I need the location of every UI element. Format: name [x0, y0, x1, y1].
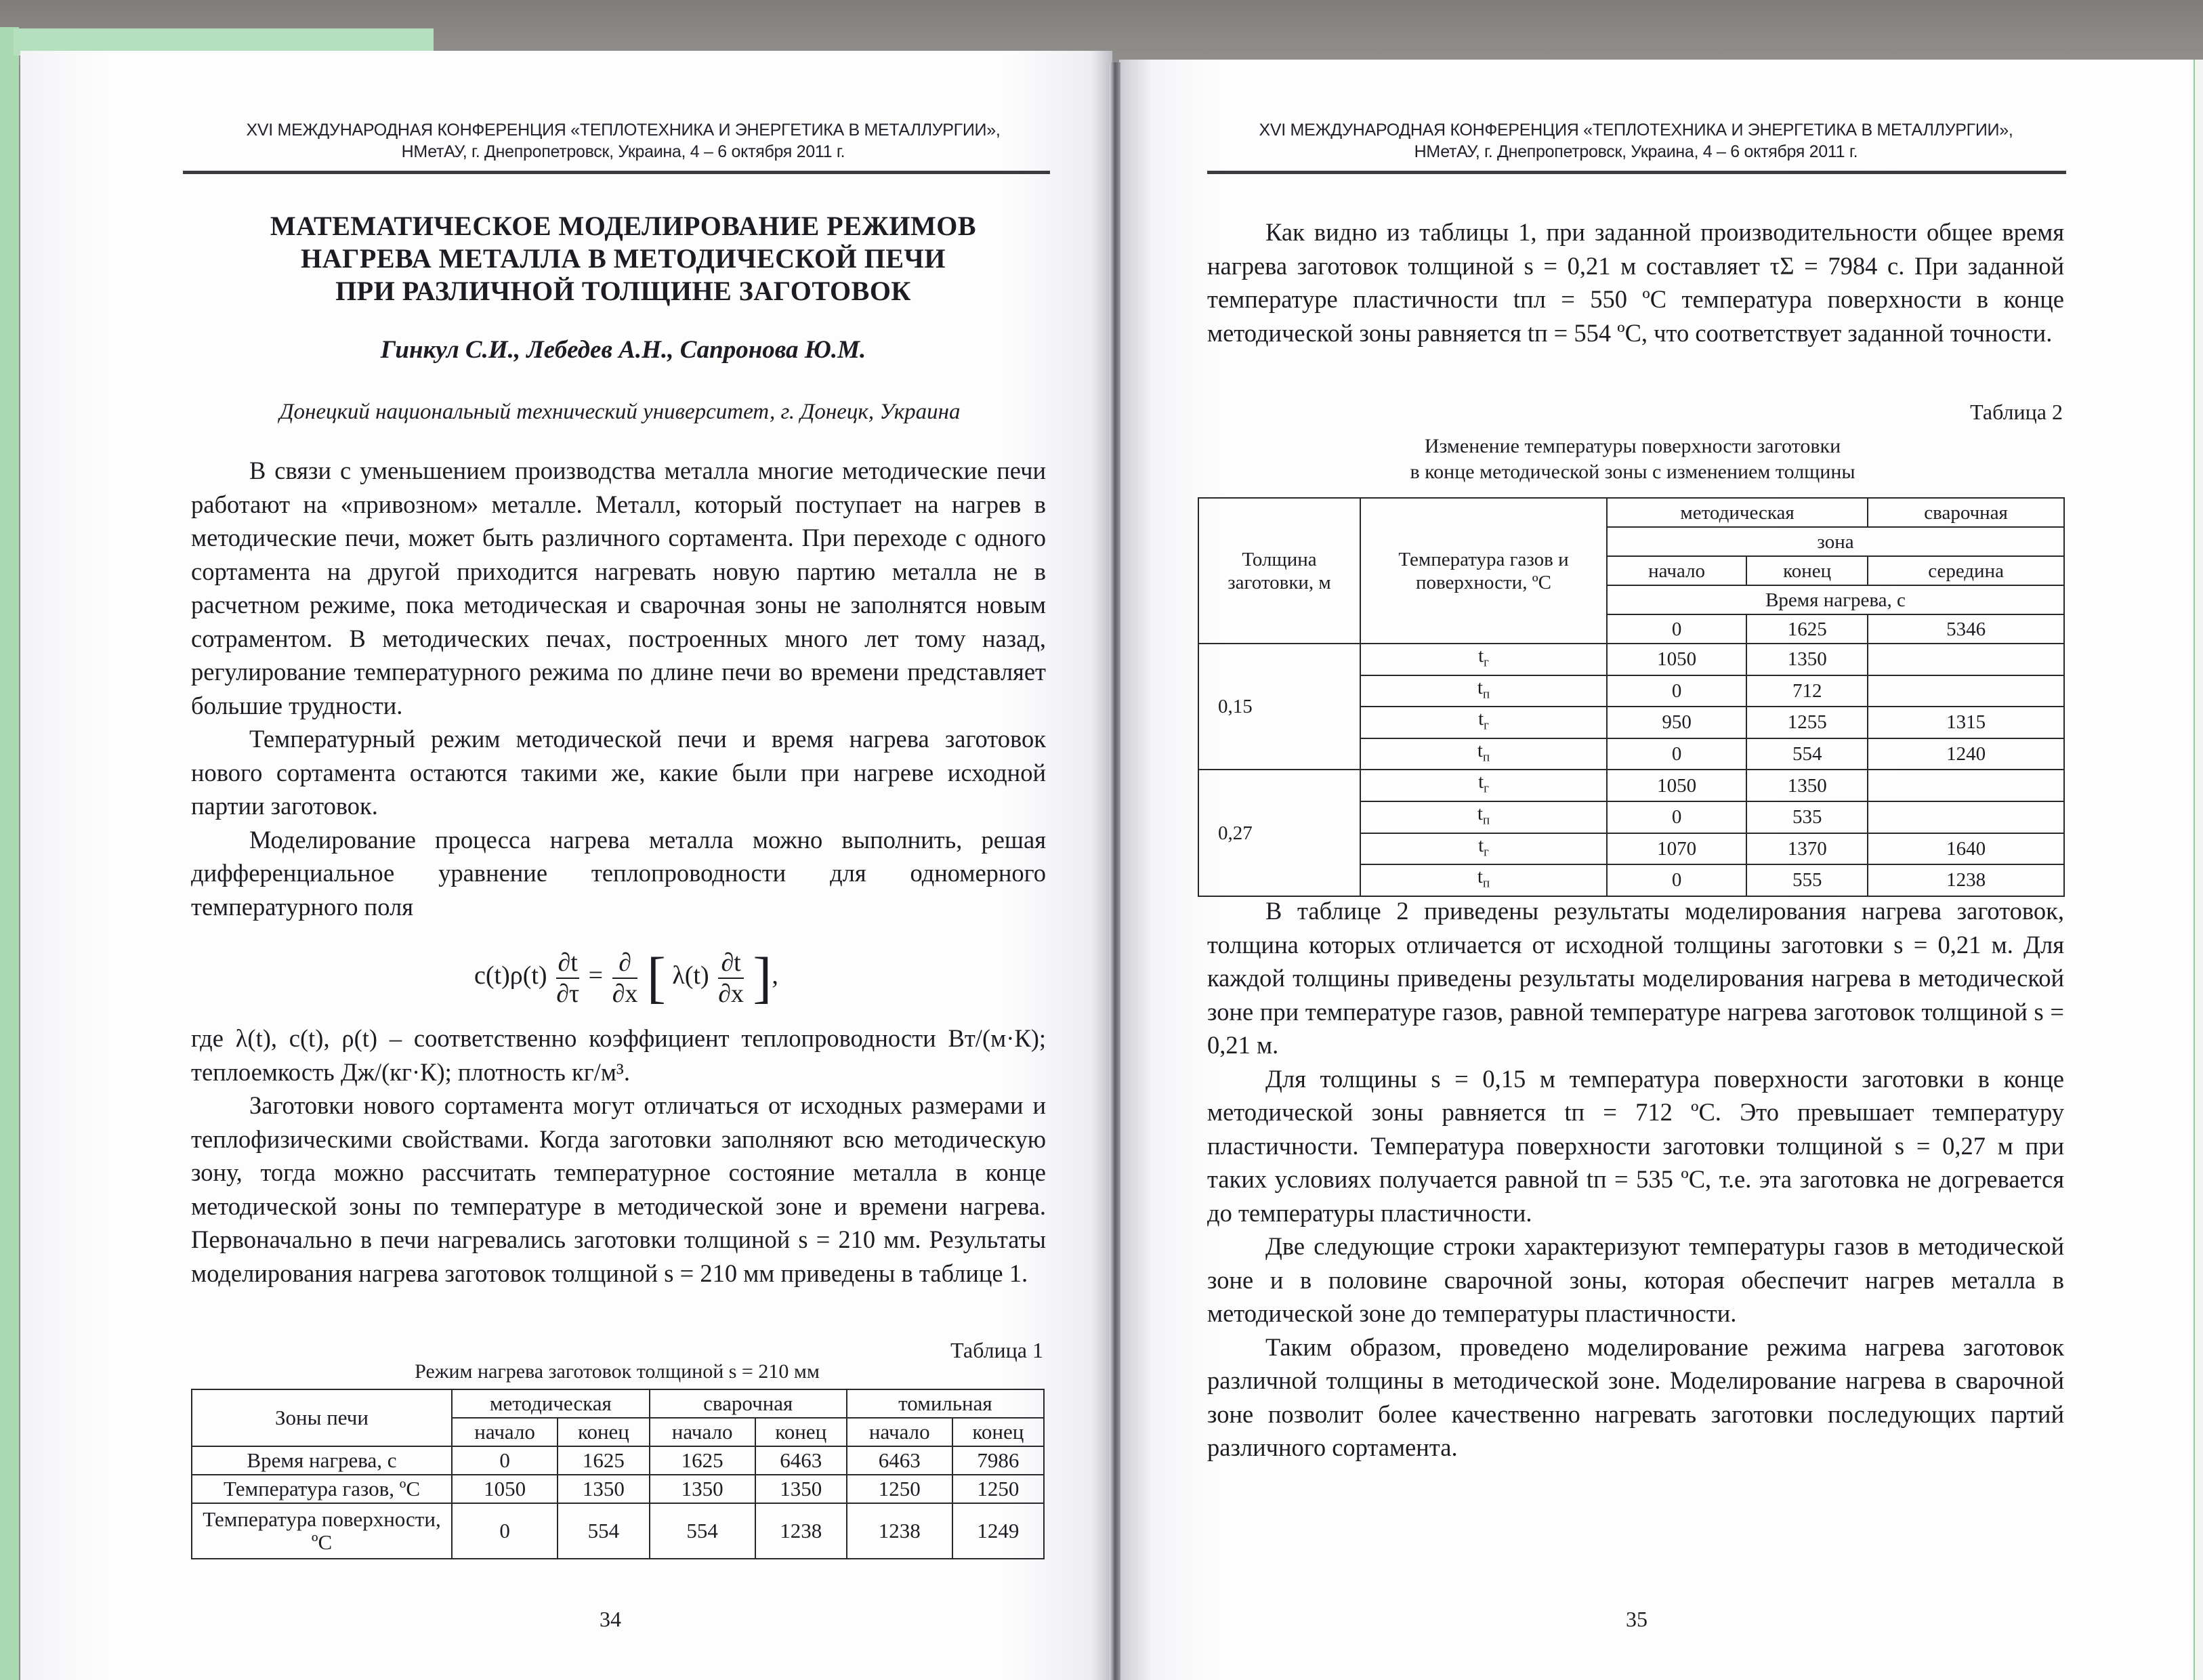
table-cell: 1238: [847, 1503, 952, 1559]
paragraph: Как видно из таблицы 1, при заданной производительности общее время нагрева заготовок толщиной s = 0,21 м составляет τΣ = 7984 с. При заданной температуре пластичности tпл = 550 ºС температура поверхности в конце методической зоны равняется tп = 554 ºС, что соответствует заданной точности.: [1207, 218, 2064, 347]
zone-header: сварочная: [1868, 498, 2064, 527]
symbol-cell: $t_п$: [1360, 801, 1607, 833]
table-cell: 1249: [952, 1503, 1044, 1559]
table-cell: 555: [1746, 864, 1868, 896]
table-cell: 554: [558, 1503, 649, 1559]
symbol-cell: $t_г$: [1360, 770, 1607, 801]
title-line-2: НАГРЕВА МЕТАЛЛА В МЕТОДИЧЕСКОЙ ПЕЧИ: [300, 243, 946, 274]
temperature-header: Температура газов и поверхности, ºС: [1360, 498, 1607, 644]
right-running-header: [1213, 119, 2059, 163]
header-line-2: НМетАУ, г. Днепропетровск, Украина, 4 – 6 октября 2011 г.: [401, 142, 845, 161]
left-body-after-formula: [191, 1022, 1046, 1290]
title-line-3: ПРИ РАЗЛИЧНОЙ ТОЛЩИНЕ ЗАГОТОВОК: [335, 276, 911, 306]
table-cell: 1250: [952, 1475, 1044, 1503]
table-cell: 1050: [452, 1475, 558, 1503]
table-cell: 1315: [1868, 707, 2064, 738]
left-body-intro: [191, 454, 1046, 923]
article-title: [203, 210, 1043, 308]
table-header-row: [192, 1389, 1044, 1418]
table-cell: 1350: [1746, 770, 1868, 801]
table-cell: 1350: [1746, 644, 1868, 675]
affiliation: Донецкий национальный технический университет, г. Донецк, Украина: [279, 400, 961, 424]
subheader-cell: конец: [755, 1418, 847, 1446]
table-cell: 7986: [952, 1446, 1044, 1475]
table-header-row: [1198, 498, 2064, 527]
header-rule: [183, 171, 1050, 174]
paragraph: Две следующие строки характеризуют температуры газов в методической зоне и в половине сварочной зоны, которая обеспечит нагрев металла в методической зоне до температуры пластичности.: [1207, 1232, 2064, 1327]
table-row: [1198, 644, 2064, 675]
header-line-1: XVI МЕЖДУНАРОДНАЯ КОНФЕРЕНЦИЯ «ТЕПЛОТЕХНИКА И ЭНЕРГЕТИКА В МЕТАЛЛУРГИИ»,: [1259, 121, 2013, 140]
table-cell: [1868, 770, 2064, 801]
right-body-intro: [1207, 215, 2064, 350]
thickness-header: Толщина заготовки, м: [1198, 498, 1360, 644]
header-rule: [1207, 171, 2066, 174]
zone-header: методическая: [1607, 498, 1868, 527]
page-number-left: 34: [600, 1607, 621, 1631]
paragraph: В таблице 2 приведены результаты моделирования нагрева заготовок, толщина которых отличается от исходной толщины заготовки s = 0,21 м. Для каждой толщины приведены результаты моделирования нагрева в методической зоне при температуре газов, равной температуре нагрева заготовок толщиной s = 0,21 м.: [1207, 897, 2064, 1059]
table-cell: 1625: [558, 1446, 649, 1475]
zone-word: зона: [1607, 527, 2064, 556]
table2-label: Таблица 2: [1970, 400, 2063, 424]
table-cell: 1050: [1607, 770, 1746, 801]
bracket-open: [: [646, 946, 666, 1009]
table-cell: 1350: [755, 1475, 847, 1503]
table-row: [192, 1503, 1044, 1559]
table-cell: 1050: [1607, 644, 1746, 675]
title-line-1: МАТЕМАТИЧЕСКОЕ МОДЕЛИРОВАНИЕ РЕЖИМОВ: [270, 211, 977, 241]
zone-header: томильная: [847, 1389, 1044, 1418]
table-2: [1198, 497, 2065, 897]
background-edge: [0, 27, 19, 1680]
fraction: $\frac{\partial t}{\partial\tau}$: [556, 948, 580, 1008]
right-body-main: [1207, 894, 2064, 1465]
symbol-cell: $t_п$: [1360, 675, 1607, 707]
book-spine: [1110, 62, 1120, 1680]
table-cell: 1640: [1868, 833, 2064, 865]
table-cell: 0: [1607, 738, 1746, 770]
formula-lhs: c(t)ρ(t): [474, 961, 547, 990]
subheader-cell: начало: [650, 1418, 755, 1446]
where-text: где λ(t), c(t), ρ(t) – соответственно коэффициент теплопроводности Вт/(м·К); теплоемкость Дж/(кг·К); плотность кг/м³.: [191, 1024, 1046, 1086]
symbol-cell: $t_г$: [1360, 644, 1607, 675]
table-1: [191, 1389, 1045, 1559]
table-cell: 0: [1607, 675, 1746, 707]
table-cell: 0: [1607, 864, 1746, 896]
table1-caption: Режим нагрева заготовок толщиной s = 210 мм: [415, 1360, 820, 1383]
row-label: Время нагрева, с: [192, 1446, 452, 1475]
table-cell: 1255: [1746, 707, 1868, 738]
row-label: Температура поверхности, ºС: [192, 1503, 452, 1559]
bracket-close: ]: [753, 946, 772, 1009]
page-edge: [2194, 60, 2203, 1680]
left-running-header: [196, 119, 1050, 163]
subheader-cell: начало: [452, 1418, 558, 1446]
time-label: Время нагрева, с: [1607, 585, 2064, 614]
fraction: $\frac{\partial}{\partial x}$: [612, 948, 638, 1008]
paragraph: Заготовки нового сортамента могут отличаться от исходных размерами и теплофизическими свойствами. Когда заготовки заполняют всю методическую зону, тогда можно рассчитать температурное состояние металла в конце методической зоны по температуре в методической зоне и времени нагрева. Первоначально в печи нагревались заготовки толщиной s = 210 мм. Результаты моделирования нагрева заготовок толщиной s = 210 мм приведены в таблице 1.: [191, 1091, 1046, 1287]
subheader-cell: конец: [952, 1418, 1044, 1446]
table-cell: 554: [1746, 738, 1868, 770]
equals-sign: =: [588, 961, 604, 990]
paragraph: Температурный режим методической печи и время нагрева заготовок нового сортамента остаются такими же, какие были при нагреве исходной партии заготовок.: [191, 725, 1046, 820]
table-cell: 712: [1746, 675, 1868, 707]
table1-label: Таблица 1: [950, 1338, 1043, 1362]
symbol-cell: $t_г$: [1360, 833, 1607, 865]
header-line-1: XVI МЕЖДУНАРОДНАЯ КОНФЕРЕНЦИЯ «ТЕПЛОТЕХНИКА И ЭНЕРГЕТИКА В МЕТАЛЛУРГИИ»,: [246, 121, 1001, 140]
table-cell: 0: [1607, 614, 1746, 644]
table-cell: 1625: [650, 1446, 755, 1475]
table-cell: 554: [650, 1503, 755, 1559]
paragraph: Для толщины s = 0,15 м температура поверхности заготовки в конце методической зоны равняется tп = 712 ºС. Это превышает температуру пластичности. Температура поверхности заготовки толщиной s = 0,27 м при таких условиях получается равной tп = 535 ºС, т.е. эта заготовка не догревается до температуры пластичности.: [1207, 1064, 2064, 1227]
symbol-cell: $t_г$: [1360, 707, 1607, 738]
table-cell: 1625: [1746, 614, 1868, 644]
table-cell: 6463: [755, 1446, 847, 1475]
table-cell: 0: [1607, 801, 1746, 833]
subheader-cell: начало: [847, 1418, 952, 1446]
table-cell: [1868, 801, 2064, 833]
heat-equation: c(t)ρ(t) $\frac{\partial t}{\partial\tau}$ = $\frac{\partial}{\partial x}$ [ λ(t) $\frac{\partial t}{\partial x}$ ],: [474, 946, 778, 1009]
zone-header: сварочная: [650, 1389, 847, 1418]
authors: Гинкул С.И., Лебедев А.Н., Сапронова Ю.М.: [380, 336, 866, 364]
table-cell: 6463: [847, 1446, 952, 1475]
table-row: [192, 1475, 1044, 1503]
table-corner-cell: Зоны печи: [192, 1389, 452, 1446]
table-cell: 1240: [1868, 738, 2064, 770]
table-cell: 0: [452, 1503, 558, 1559]
table-cell: [1868, 644, 2064, 675]
table-cell: 1350: [650, 1475, 755, 1503]
subheader-cell: начало: [1607, 556, 1746, 585]
symbol-cell: $t_п$: [1360, 864, 1607, 896]
subheader-cell: конец: [558, 1418, 649, 1446]
subheader-cell: середина: [1868, 556, 2064, 585]
table-row: [192, 1446, 1044, 1475]
table-cell: 1350: [558, 1475, 649, 1503]
zone-header: методическая: [452, 1389, 650, 1418]
thickness-cell: 0,27: [1198, 770, 1360, 896]
table-cell: [1868, 675, 2064, 707]
paragraph: В связи с уменьшением производства металла многие методические печи работают на «привозном» металле. Металл, который поступает на нагрев в методические печи, может быть различного сортамента. При переходе с одного сортамента на другой приходится нагревать новую партию металла не в расчетном режиме, пока методическая и сварочная зоны не заполнятся новым сотраментом. В методических печах, построенных много лет тому назад, регулирование температурного режима по длине печи во времени представляет большие трудности.: [191, 457, 1046, 719]
page-number-right: 35: [1626, 1607, 1648, 1631]
table-row: [1198, 770, 2064, 801]
table-cell: 1238: [1868, 864, 2064, 896]
table-cell: 1250: [847, 1475, 952, 1503]
subheader-cell: конец: [1746, 556, 1868, 585]
header-line-2: НМетАУ, г. Днепропетровск, Украина, 4 – 6 октября 2011 г.: [1414, 142, 1858, 161]
symbol-cell: $t_п$: [1360, 738, 1607, 770]
row-label: Температура газов, ºС: [192, 1475, 452, 1503]
table-cell: 535: [1746, 801, 1868, 833]
thickness-cell: 0,15: [1198, 644, 1360, 770]
table-cell: 1238: [755, 1503, 847, 1559]
table-cell: 1070: [1607, 833, 1746, 865]
table-cell: 5346: [1868, 614, 2064, 644]
paragraph: Таким образом, проведено моделирование режима нагрева заготовок различной толщины в методической зоне. Моделирование нагрева в сварочной зоне позволит более качественно нагревать заготовки последующих партий различного сортамента.: [1207, 1332, 2064, 1461]
table-cell: 0: [452, 1446, 558, 1475]
paragraph: Моделирование процесса нагрева металла можно выполнить, решая дифференциальное уравнение теплопроводности для одномерного температурного поля: [191, 825, 1046, 921]
fraction: $\frac{\partial t}{\partial x}$: [718, 948, 744, 1008]
formula-lambda: λ(t): [672, 961, 709, 990]
table2-caption: Изменение температуры поверхности заготовки в конце методической зоны с изменением толщины: [1410, 435, 1855, 483]
table-cell: 1370: [1746, 833, 1868, 865]
table-cell: 950: [1607, 707, 1746, 738]
